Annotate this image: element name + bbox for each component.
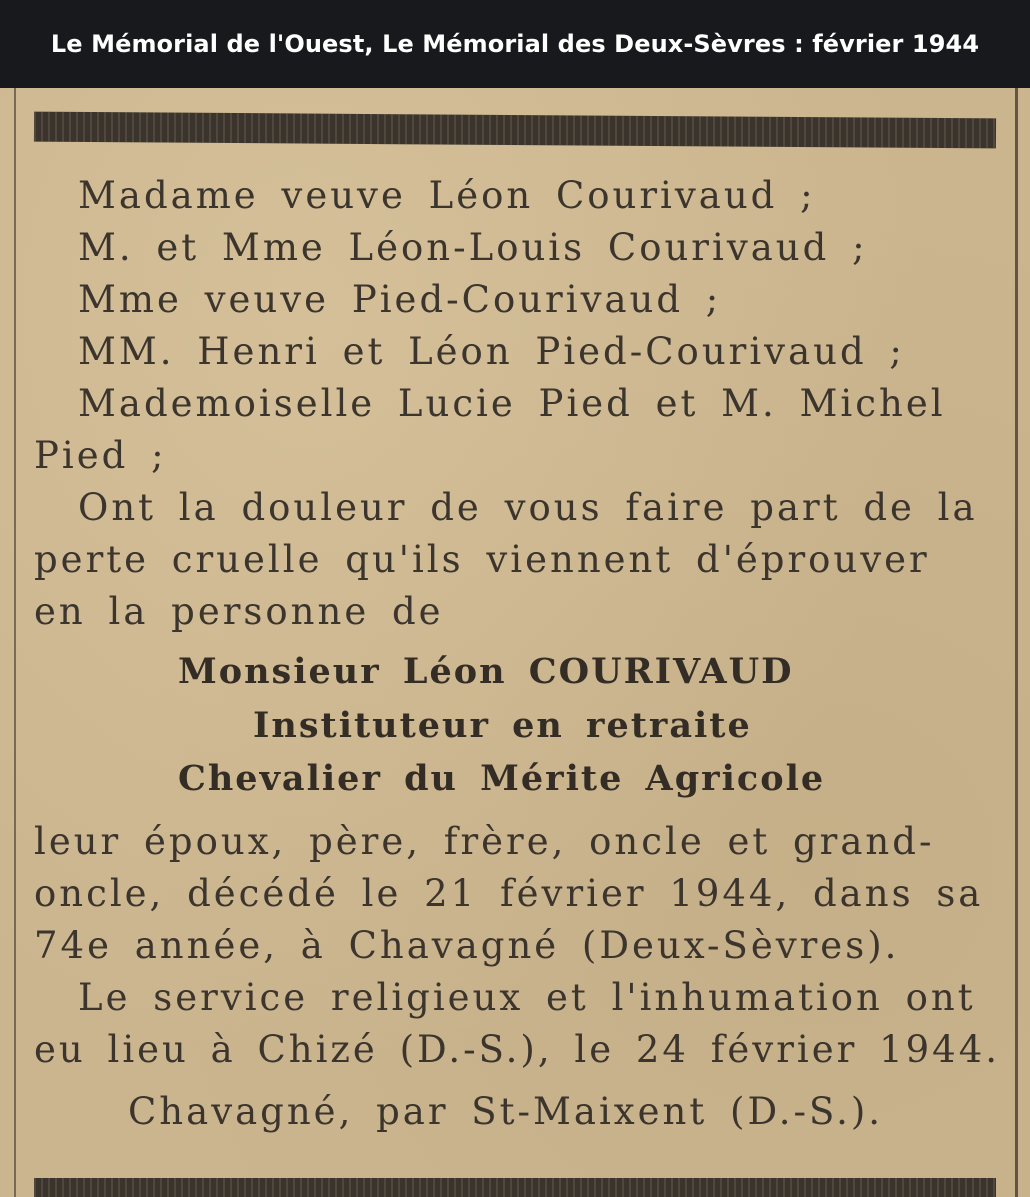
ornamental-band-bottom	[34, 1178, 996, 1197]
notice-line: M. et Mme Léon-Louis Courivaud ;	[78, 226, 868, 269]
notice-line: Ont la douleur de vous faire part de la	[78, 486, 978, 529]
notice-line: oncle, décédé le 21 février 1944, dans sa	[34, 872, 984, 915]
notice-line: Pied ;	[34, 434, 167, 477]
ornamental-band-top	[34, 112, 996, 149]
deceased-honor: Chevalier du Mérite Agricole	[178, 758, 826, 799]
deceased-name: Monsieur Léon COURIVAUD	[178, 651, 794, 692]
notice-line: Mme veuve Pied-Courivaud ;	[78, 278, 722, 321]
deceased-title: Instituteur en retraite	[253, 705, 752, 746]
notice-line: en la personne de	[34, 590, 444, 633]
newspaper-clipping	[0, 88, 1030, 1197]
notice-line: Mademoiselle Lucie Pied et M. Michel	[78, 382, 946, 425]
notice-line: eu lieu à Chizé (D.-S.), le 24 février 1944.	[34, 1028, 1000, 1071]
column-rule-left	[14, 88, 16, 1197]
notice-line: leur époux, père, frère, oncle et grand-	[34, 820, 935, 863]
notice-line: Le service religieux et l'inhumation ont	[78, 976, 976, 1019]
caption-title: Le Mémorial de l'Ouest, Le Mémorial des Deux-Sèvres : février 1944	[50, 30, 980, 58]
notice-line: 74e année, à Chavagné (Deux-Sèvres).	[34, 924, 900, 967]
notice-line: Madame veuve Léon Courivaud ;	[78, 174, 816, 217]
column-rule-right	[1015, 88, 1018, 1197]
notice-line: MM. Henri et Léon Pied-Courivaud ;	[78, 330, 905, 373]
notice-signature: Chavagné, par St-Maixent (D.-S.).	[128, 1090, 884, 1133]
caption-bar	[0, 0, 1030, 88]
notice-line: perte cruelle qu'ils viennent d'éprouver	[34, 538, 930, 581]
